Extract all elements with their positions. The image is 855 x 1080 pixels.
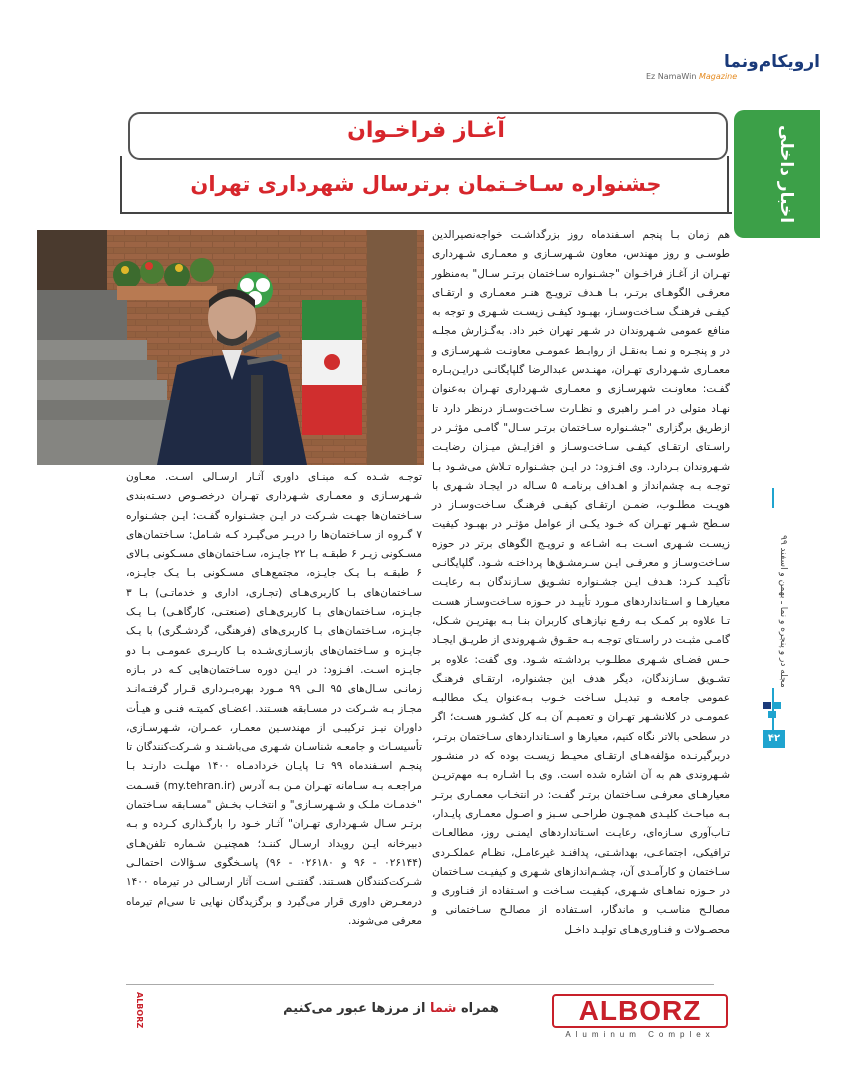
article-column-left: توجـه شـده کـه مبنـای داوری آثـار ارسـالی اسـت. معـاون شـهرسـازی و معمـاری شـهرداری تهـران درخصـوص دسـته‌بندی سـاختمان‌ها جهـت شـرکت در ایـن جشـنواره گفـت: ایـن جشـنواره ۷ گـروه از سـاختمان‌ها را دربـر می‌گیـرد کـه شـامل: سـاختمان‌های مسـکونی زیـر ۶ طبقـه بـا ۲۲ جایـزه، سـاختمان‌های مسـکونی بـالای ۶ طبقـه بـا یـک جایـزه، مجتمع‌هـای مسـکونی بـا یـک جایـزه، سـاختمان‌های بـا کاربری‌هـای (تجـاری، اداری و خدماتـی) بـا ۳ جایـزه، سـاختمان‌های بـا کاربری‌هـای (صنعتـی، کارگاهـی) بـا یـک جایـزه، سـاختمان‌های بـا کاربری‌های (فرهنگی، گردشـگری) با یـک جایـزه و سـاختمان‌های بازسـازی‌شـده بـا کاربـری عمومـی بـا دو جایـزه اسـت. افـزود: در ایـن دوره سـاختمان‌هایی کـه در بـازه زمانـی سـال‌های ۹۵ الـی ۹۹ مـورد بهره‌بـرداری قـرار گرفتـه‌انـد مجـاز بـه شـرکت در مسـابقه هسـتند. اعضـای کمیتـه فنـی و هیـأت داوران نیـز ترکیبـی از مهندسـین معمـار، عمـران، شـهرسـازی، تأسیسـات و جامعـه شناسـان شـهری می‌باشـند و شـرکت‌کنندگان تا پنجـم اسـفندماه ۹۹ تـا پایـان خردادمـاه ۱۴۰۰ مهلـت دارنـد بـا مراجعـه بـه سـامانه تهـران مـن بـه آدرس (my.tehran.ir) قسـمت "خدمـات ملـک و شـهرسـازی" و انتخـاب بخـش "مسـابقه سـاختمان برتـر سـال شـهرداری تهـران" آثـار خـود را بارگـذاری کـرده و بـه دبیرخانه ایـن رویداد ارسـال کننـد؛ همچنیـن شـماره تلفن‌هـای (۰۲۶۱۴۴ - ۹۶ و ۰۲۶۱۸۰ - ۹۶) پاسـخگوی سـؤالات احتمالـی شـرکت‌کنندگان هسـتند. گفتنـی اسـت آثار ارسـالی در تیرماه ۱۴۰۰ درمعـرض داوری قرار می‌گیرد و برگزیدگان نهایی تا سی‌ام تیرماه معرفی می‌شوند. [126, 471, 423, 927]
alborz-logo-main: ALBORZ [552, 994, 728, 1028]
footer-slogan [236, 1001, 546, 1016]
magazine-logo-fa: ارویکام‌ونما [723, 52, 820, 72]
section-tab [734, 110, 820, 238]
slogan-post: از مرزها عبور می‌کنیم [283, 1001, 431, 1016]
logo-en-suffix: Magazine [698, 72, 738, 81]
speaker-photo-illustration [37, 230, 424, 465]
slogan-pre: همراه [456, 1001, 499, 1016]
article-column-right: هم زمان بـا پنجم اسـفندماه روز بزرگداشـت خواجه‌نصیرالدین طوسـی و روز مهندس، معاون شـهرسـازی و معمـاری شـهرداری تهـران از آغـاز فراخـوان "جشـنواره سـاختمان برتـر سـال" به‌منظور معرفـی الگوهـای برتـر، بـا هـدف ترویـج هنـر معمـاری و ارتقـای کیفـی فرهنـگ سـاخت‌وسـاز، بهبـود کیفـی زیسـت شـهری و توجه به منافع عمومی شـهروندان در شـهر تهران خبر داد. به‌گـزارش مجلـه در و پنجـره و نمـا به‌نقـل از روابـط عمومـی معاونـت شـهرسـازی و معمـاری شـهرداری تهـران، مهنـدس عبدالرضا گلپایگانـی درایـن‌بـاره گفـت: معاونـت شهرسـازی و معمـاری شـهرداری تهـران به‌عنوان نهـاد متولی در امـر راهبری و نظـارت سـاخت‌وسـاز درنظر دارد تا ازطریق برگزاری "جشـنواره سـاختمان برتـر سـال" گامـی مؤثـر در راسـتای ارتقـای کیفـی سـاخت‌وسـاز و افزایـش میـزان رضایـت شـهروندان بـردارد. وی افـزود: در ایـن جشـنواره تـلاش می‌شـود بـا توجـه بـه چشم‌انداز و اهـداف برنامـه ۵ سـاله در ایجـاد شـهری با هویـت مطلـوب، ضمـن ارتقـای کیفـی فرهنـگ سـاخت‌وسـاز در سـطح شـهر تهـران که خـود یکـی از عوامل مؤثـر در بهبـود کیفیت زیسـت شـهری اسـت بـه اشـاعه و ترویـج الگوهای برتر در حوزه سـاخت‌وسـاز و معرفـی ایـن سـرمشـق‌ها پرداختـه شـود. گلپایگانـی تأکیـد کـرد: هـدف ایـن جشـنواره تشـویق سـازندگان بـه رعایـت معیارهـا و اسـتانداردهای مـورد تأییـد در حـوزه سـاخت‌وسـاز هسـت تـا علاوه بر کمـک بـه رفـع نیازهـای کاربران بنـا بـه بهتریـن شـکل، گامـی مثبـت در راسـتای توجـه بـه حقـوق شـهروندی از طریـق ایجـاد حـس فضـای شـهری مطلـوب برداشـته شـود. وی گفت: علاوه بر تشـویق سـازندگان، دیگر هدف این جشنواره، ارتقـای فرهنـگ عمومی جامعـه و تبدیـل سـاخت خـوب بـه‌عنوان یـک مطالبـه عمومـی در کلانشـهر تهـران و تعمیـم آن بـه کل کشـور هسـت؛ اگر در سطحی بالاتر نگاه کنیم، معیارها و اسـتانداردهای سـاختمان برتـر، دربرگیرنـده مؤلفه‌هـای ارتقـای محیـط زیسـت بوده که در منشـور شـهروندی هم به آن اشاره شده است. وی بـا اشـاره بـه مهم‌تریـن معیارهـای معرفـی سـاختمان برتـر گفـت: در انتخـاب معمـاری برتـر بـه مباحـث کلیـدی همچـون طراحـی سـبز و اصـول معمـاری پایـدار، تـاب‌آوری سـازه‌ای، رعایـت اسـتانداردهای ایمنـی روز، مطالعـات ترافیکی، اجتماعـی، بهداشـتی، پدافنـد غیرعامـل، نظـام عملکـردی سـاختمان و کارآمـدی آن، چشـم‌اندازهای شـهری و کیفیـت سـاختمان در حـوزه نماهـای شـهری، کیفیـت سـاخت و اسـتفاده از فنـاوری و مصالـح مناسـب و ماندگار، اسـتفاده از مصالـح سـاختمانی و محصـولات و فنـاوری‌هـای تولیـد داخـل [432, 229, 730, 936]
article-kicker: آغـاز فراخـوان [347, 118, 505, 143]
footer-vertical-brand: ALBORZ [135, 992, 144, 1029]
magazine-mini-icon [761, 700, 787, 720]
footer-divider [126, 984, 714, 985]
title-frame-bottom [120, 212, 732, 214]
logo-en-prefix: Ez NamaWin [646, 72, 697, 81]
alborz-logo [552, 994, 728, 1042]
article-title: جشنواره سـاخـتمان برترسال شهرداری تهران [190, 172, 662, 196]
title-frame-right [727, 156, 729, 214]
section-tab-label: اخبار داخلی [776, 124, 796, 224]
title-frame-left [120, 156, 122, 214]
magazine-logo [640, 52, 820, 88]
slogan-highlight: شما [430, 1001, 457, 1016]
magazine-issue-text: مجله در و پنجره و نما ـ بهمن و اسفند ۹۹ [762, 508, 788, 688]
magazine-logo-en [646, 72, 737, 81]
page-number: ۴۲ [763, 730, 785, 748]
alborz-logo-sub: Aluminum Complex [565, 1030, 715, 1039]
article-photo [37, 230, 424, 465]
